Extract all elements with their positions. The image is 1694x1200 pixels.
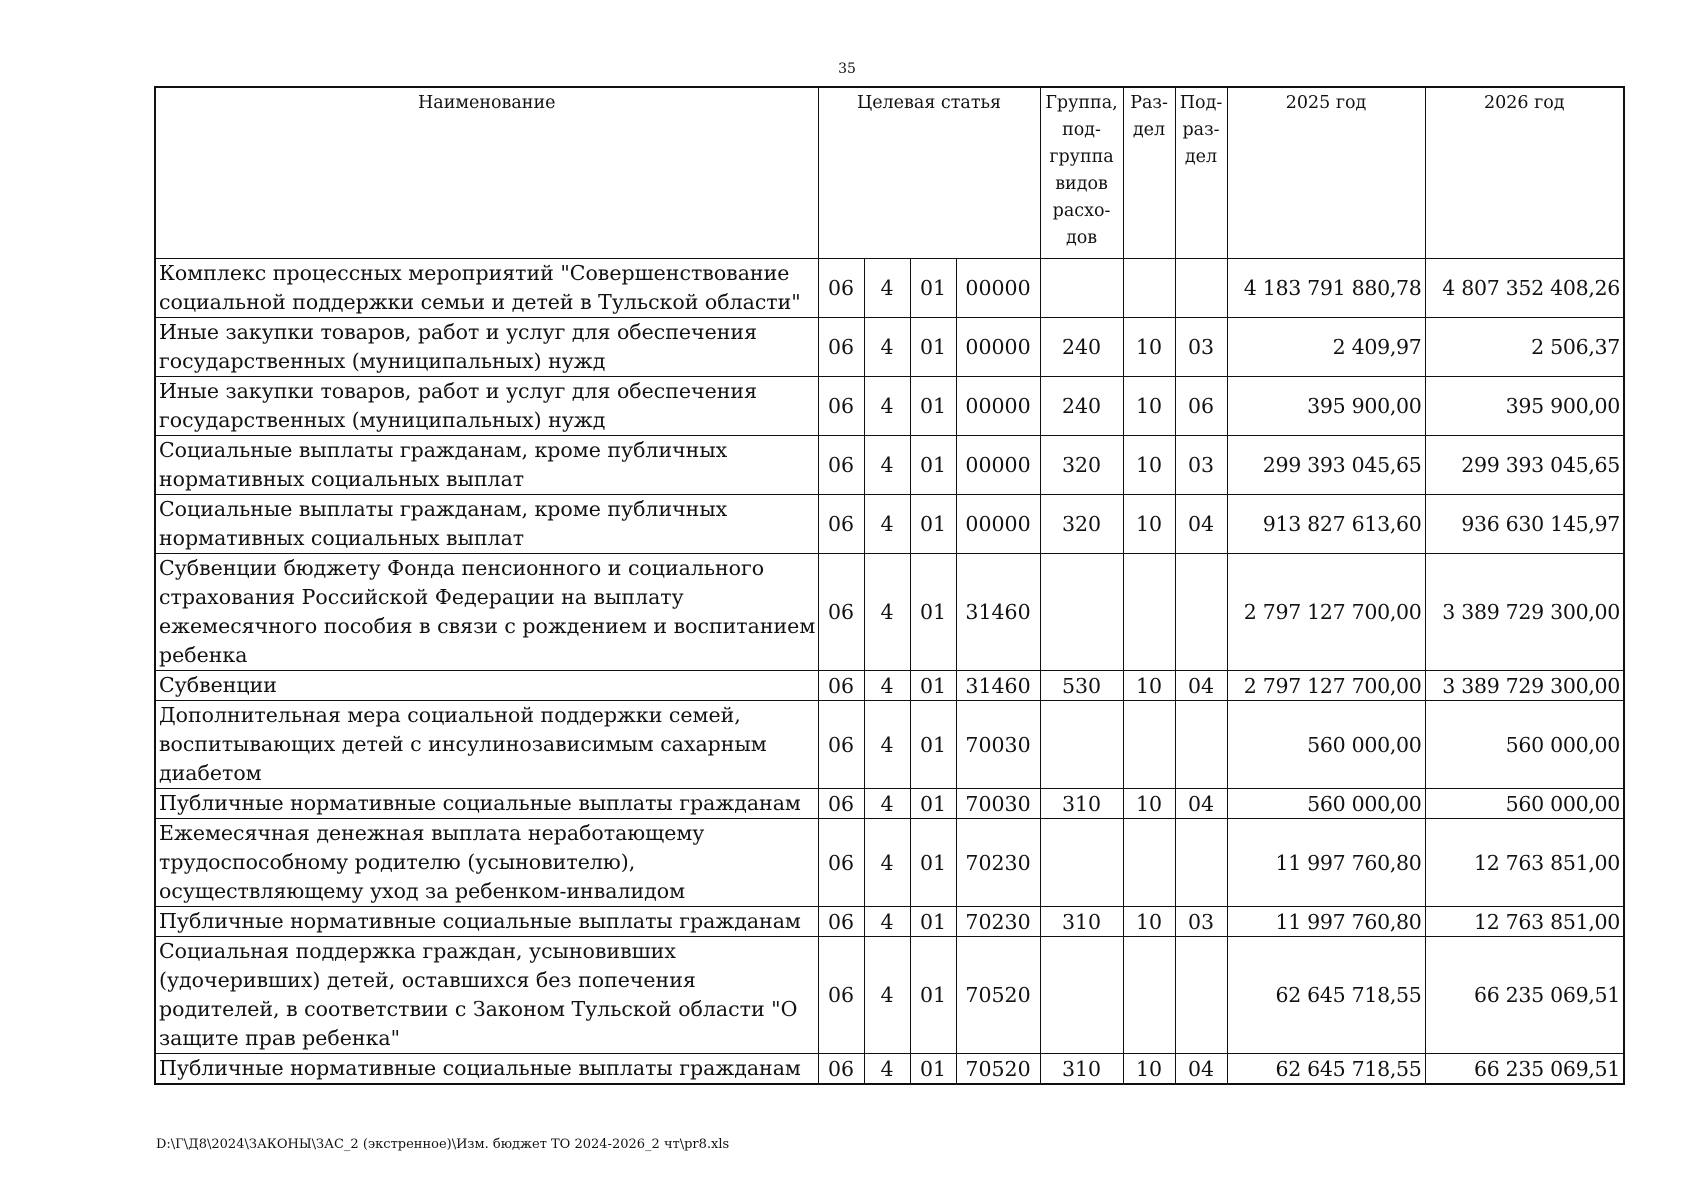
expense-group-cell [1040, 819, 1123, 907]
target-article-part-1: 06 [818, 907, 864, 937]
amount-2025-cell: 62 645 718,55 [1227, 937, 1425, 1054]
subsection-cell [1175, 554, 1227, 671]
amount-2025-cell: 2 409,97 [1227, 318, 1425, 377]
subsection-cell: 04 [1175, 671, 1227, 701]
subsection-cell [1175, 937, 1227, 1054]
amount-2025-cell: 913 827 613,60 [1227, 495, 1425, 554]
subsection-cell: 04 [1175, 789, 1227, 819]
table-header-row [155, 87, 1624, 259]
target-article-part-4: 70520 [956, 937, 1040, 1054]
budget-table [154, 86, 1625, 1085]
row-name: Дополнительная мера социальной поддержки семей, воспитывающих детей с инсулинозависимым сахарным диабетом [155, 701, 818, 789]
target-article-part-3: 01 [910, 377, 956, 436]
table-row [155, 318, 1624, 377]
target-article-part-3: 01 [910, 907, 956, 937]
target-article-part-3: 01 [910, 1054, 956, 1085]
amount-2026-cell: 936 630 145,97 [1425, 495, 1624, 554]
target-article-part-2: 4 [864, 495, 910, 554]
subsection-cell [1175, 819, 1227, 907]
target-article-part-1: 06 [818, 377, 864, 436]
target-article-part-3: 01 [910, 819, 956, 907]
row-name: Публичные нормативные социальные выплаты гражданам [155, 789, 818, 819]
subsection-cell: 04 [1175, 495, 1227, 554]
table-row [155, 671, 1624, 701]
target-article-part-3: 01 [910, 318, 956, 377]
target-article-part-2: 4 [864, 789, 910, 819]
target-article-part-4: 70520 [956, 1054, 1040, 1085]
section-cell [1123, 937, 1175, 1054]
target-article-part-2: 4 [864, 259, 910, 318]
section-cell: 10 [1123, 789, 1175, 819]
target-article-part-2: 4 [864, 1054, 910, 1085]
expense-group-cell: 530 [1040, 671, 1123, 701]
row-name: Комплекс процессных мероприятий "Совершенствование социальной поддержки семьи и детей в Тульской области" [155, 259, 818, 318]
expense-group-cell: 310 [1040, 1054, 1123, 1085]
target-article-part-2: 4 [864, 907, 910, 937]
target-article-part-2: 4 [864, 554, 910, 671]
section-cell: 10 [1123, 436, 1175, 495]
subsection-cell [1175, 259, 1227, 318]
row-name: Ежемесячная денежная выплата неработающему трудоспособному родителю (усыновителю), осуществляющему уход за ребенком-инвалидом [155, 819, 818, 907]
target-article-part-4: 00000 [956, 377, 1040, 436]
amount-2026-cell: 66 235 069,51 [1425, 937, 1624, 1054]
target-article-part-3: 01 [910, 937, 956, 1054]
amount-2026-cell: 299 393 045,65 [1425, 436, 1624, 495]
section-cell: 10 [1123, 377, 1175, 436]
amount-2025-cell: 2 797 127 700,00 [1227, 671, 1425, 701]
amount-2026-cell: 4 807 352 408,26 [1425, 259, 1624, 318]
amount-2025-cell: 11 997 760,80 [1227, 907, 1425, 937]
amount-2026-cell: 66 235 069,51 [1425, 1054, 1624, 1085]
header-subsection: Под- раз- дел [1175, 87, 1227, 259]
header-target-article: Целевая статья [818, 87, 1040, 259]
target-article-part-4: 70230 [956, 819, 1040, 907]
amount-2025-cell: 2 797 127 700,00 [1227, 554, 1425, 671]
header-name: Наименование [155, 87, 818, 259]
target-article-part-1: 06 [818, 259, 864, 318]
section-cell: 10 [1123, 318, 1175, 377]
table-row [155, 819, 1624, 907]
table-row [155, 436, 1624, 495]
target-article-part-2: 4 [864, 937, 910, 1054]
target-article-part-1: 06 [818, 789, 864, 819]
amount-2025-cell: 299 393 045,65 [1227, 436, 1425, 495]
page-number: 35 [838, 61, 856, 77]
header-expense-group: Группа, под- группа видов расхо- дов [1040, 87, 1123, 259]
target-article-part-1: 06 [818, 701, 864, 789]
target-article-part-1: 06 [818, 1054, 864, 1085]
header-year-2025: 2025 год [1227, 87, 1425, 259]
section-cell [1123, 259, 1175, 318]
expense-group-cell: 310 [1040, 907, 1123, 937]
amount-2025-cell: 62 645 718,55 [1227, 1054, 1425, 1085]
target-article-part-3: 01 [910, 554, 956, 671]
section-cell: 10 [1123, 1054, 1175, 1085]
amount-2025-cell: 395 900,00 [1227, 377, 1425, 436]
target-article-part-3: 01 [910, 671, 956, 701]
table-row [155, 554, 1624, 671]
expense-group-cell: 320 [1040, 495, 1123, 554]
expense-group-cell [1040, 259, 1123, 318]
amount-2025-cell: 560 000,00 [1227, 701, 1425, 789]
amount-2026-cell: 12 763 851,00 [1425, 819, 1624, 907]
section-cell: 10 [1123, 671, 1175, 701]
amount-2025-cell: 4 183 791 880,78 [1227, 259, 1425, 318]
target-article-part-1: 06 [818, 495, 864, 554]
row-name: Социальные выплаты гражданам, кроме публичных нормативных социальных выплат [155, 436, 818, 495]
section-cell [1123, 554, 1175, 671]
target-article-part-3: 01 [910, 436, 956, 495]
table-row [155, 1054, 1624, 1085]
target-article-part-4: 31460 [956, 554, 1040, 671]
amount-2026-cell: 2 506,37 [1425, 318, 1624, 377]
subsection-cell: 03 [1175, 436, 1227, 495]
target-article-part-1: 06 [818, 554, 864, 671]
row-name: Социальная поддержка граждан, усыновивших (удочеривших) детей, оставшихся без попечения родителей, в соответствии с Законом Тульской области "О защите прав ребенка" [155, 937, 818, 1054]
target-article-part-3: 01 [910, 495, 956, 554]
target-article-part-4: 00000 [956, 259, 1040, 318]
subsection-cell: 03 [1175, 907, 1227, 937]
table-body [155, 259, 1624, 1085]
row-name: Иные закупки товаров, работ и услуг для обеспечения государственных (муниципальных) нужд [155, 318, 818, 377]
amount-2026-cell: 3 389 729 300,00 [1425, 554, 1624, 671]
target-article-part-4: 31460 [956, 671, 1040, 701]
footer-file-path: D:\Г\Д8\2024\ЗАКОНЫ\ЗАС_2 (экстренное)\Изм. бюджет ТО 2024-2026_2 чт\pr8.xls [156, 1137, 730, 1152]
row-name: Субвенции [155, 671, 818, 701]
target-article-part-1: 06 [818, 671, 864, 701]
table-row [155, 789, 1624, 819]
header-year-2026: 2026 год [1425, 87, 1624, 259]
expense-group-cell [1040, 701, 1123, 789]
row-name: Публичные нормативные социальные выплаты гражданам [155, 1054, 818, 1085]
table-row [155, 701, 1624, 789]
header-section: Раз- дел [1123, 87, 1175, 259]
target-article-part-4: 00000 [956, 436, 1040, 495]
section-cell: 10 [1123, 495, 1175, 554]
subsection-cell: 06 [1175, 377, 1227, 436]
amount-2026-cell: 3 389 729 300,00 [1425, 671, 1624, 701]
target-article-part-2: 4 [864, 701, 910, 789]
expense-group-cell: 240 [1040, 377, 1123, 436]
expense-group-cell: 240 [1040, 318, 1123, 377]
target-article-part-3: 01 [910, 259, 956, 318]
target-article-part-4: 00000 [956, 495, 1040, 554]
subsection-cell: 03 [1175, 318, 1227, 377]
expense-group-cell [1040, 937, 1123, 1054]
target-article-part-2: 4 [864, 819, 910, 907]
table-row [155, 377, 1624, 436]
row-name: Социальные выплаты гражданам, кроме публичных нормативных социальных выплат [155, 495, 818, 554]
expense-group-cell [1040, 554, 1123, 671]
subsection-cell [1175, 701, 1227, 789]
row-name: Иные закупки товаров, работ и услуг для обеспечения государственных (муниципальных) нужд [155, 377, 818, 436]
target-article-part-4: 70230 [956, 907, 1040, 937]
target-article-part-2: 4 [864, 671, 910, 701]
target-article-part-2: 4 [864, 318, 910, 377]
target-article-part-3: 01 [910, 701, 956, 789]
section-cell: 10 [1123, 907, 1175, 937]
section-cell [1123, 819, 1175, 907]
row-name: Публичные нормативные социальные выплаты гражданам [155, 907, 818, 937]
table-row [155, 907, 1624, 937]
table-row [155, 259, 1624, 318]
target-article-part-2: 4 [864, 436, 910, 495]
subsection-cell: 04 [1175, 1054, 1227, 1085]
target-article-part-1: 06 [818, 436, 864, 495]
target-article-part-2: 4 [864, 377, 910, 436]
expense-group-cell: 320 [1040, 436, 1123, 495]
target-article-part-1: 06 [818, 937, 864, 1054]
amount-2026-cell: 560 000,00 [1425, 789, 1624, 819]
target-article-part-1: 06 [818, 318, 864, 377]
section-cell [1123, 701, 1175, 789]
target-article-part-1: 06 [818, 819, 864, 907]
amount-2026-cell: 12 763 851,00 [1425, 907, 1624, 937]
amount-2025-cell: 560 000,00 [1227, 789, 1425, 819]
row-name: Субвенции бюджету Фонда пенсионного и социального страхования Российской Федерации на выплату ежемесячного пособия в связи с рождением и воспитанием ребенка [155, 554, 818, 671]
target-article-part-4: 70030 [956, 789, 1040, 819]
amount-2026-cell: 560 000,00 [1425, 701, 1624, 789]
expense-group-cell: 310 [1040, 789, 1123, 819]
target-article-part-4: 00000 [956, 318, 1040, 377]
table-row [155, 937, 1624, 1054]
target-article-part-3: 01 [910, 789, 956, 819]
amount-2025-cell: 11 997 760,80 [1227, 819, 1425, 907]
target-article-part-4: 70030 [956, 701, 1040, 789]
table-row [155, 495, 1624, 554]
amount-2026-cell: 395 900,00 [1425, 377, 1624, 436]
